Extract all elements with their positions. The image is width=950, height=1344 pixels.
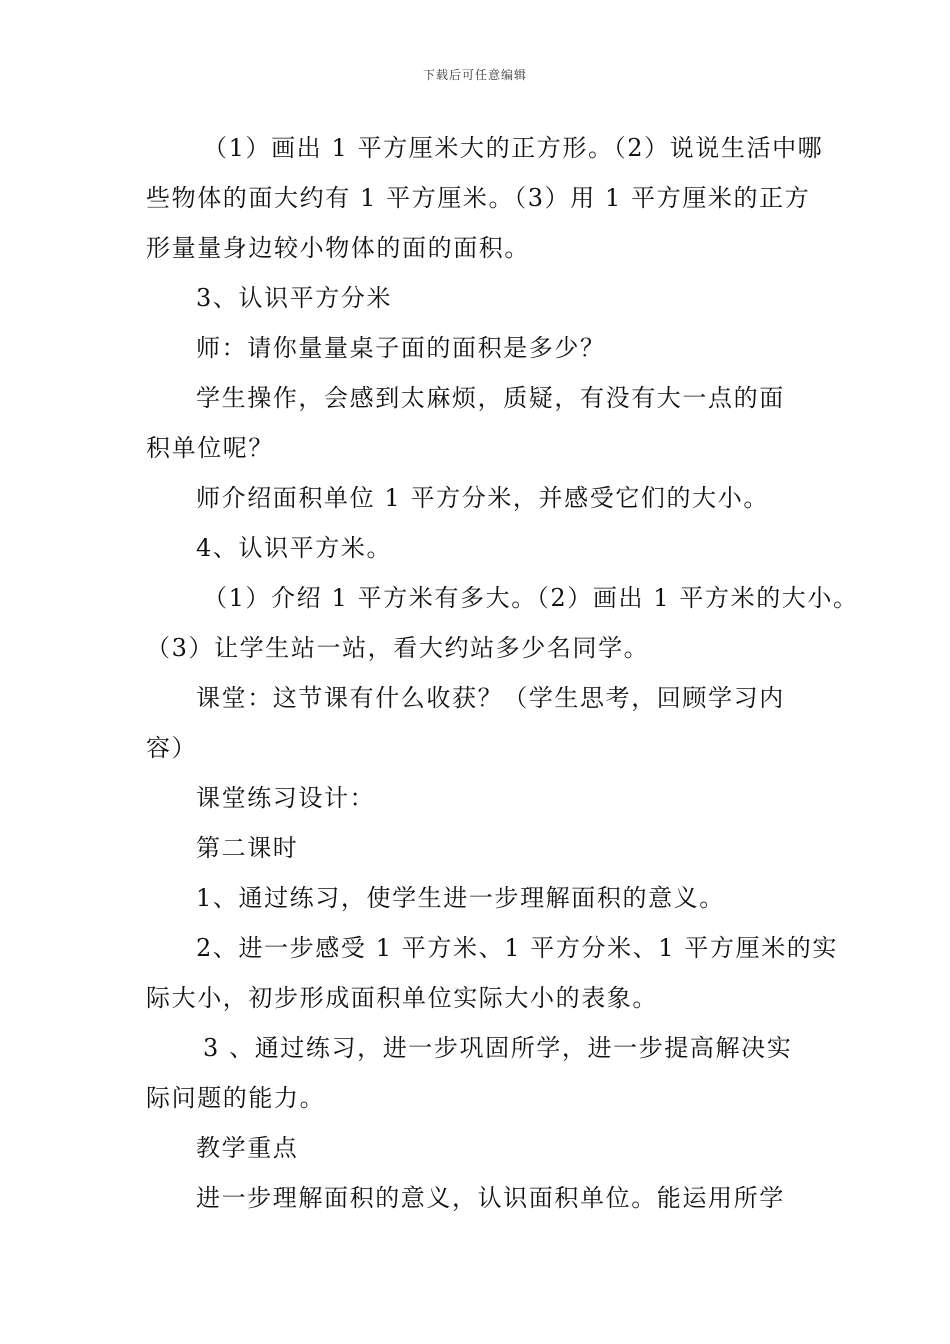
text-line: 3 、通过练习，进一步巩固所学，进一步提高解决实 xyxy=(203,1034,793,1062)
text-line: 际大小，初步形成面积单位实际大小的表象。 xyxy=(146,984,658,1012)
text-line: 际问题的能力。 xyxy=(146,1084,326,1112)
text-line: 课堂练习设计： xyxy=(196,784,376,812)
text-line: （1）介绍 1 平方米有多大。（2）画出 1 平方米的大小。 xyxy=(203,584,859,612)
text-line: 学生操作，会感到太麻烦，质疑，有没有大一点的面 xyxy=(196,384,785,412)
text-line: 容） xyxy=(146,734,198,762)
text-line: （1）画出 1 平方厘米大的正方形。（2）说说生活中哪 xyxy=(203,134,824,162)
text-line: 1、通过练习，使学生进一步理解面积的意义。 xyxy=(196,884,725,912)
text-line: 课堂：这节课有什么收获？（学生思考，回顾学习内 xyxy=(196,684,785,712)
text-line: 师介绍面积单位 1 平方分米，并感受它们的大小。 xyxy=(196,484,769,512)
text-line: 些物体的面大约有 1 平方厘米。（3）用 1 平方厘米的正方 xyxy=(146,184,811,212)
text-line: 4、认识平方米。 xyxy=(196,534,393,562)
text-line: 师：请你量量桌子面的面积是多少？ xyxy=(196,334,606,362)
text-line: 第二课时 xyxy=(196,834,299,862)
text-line: 积单位呢？ xyxy=(146,434,274,462)
text-line: 3、认识平方分米 xyxy=(196,284,393,312)
text-line: （3）让学生站一站，看大约站多少名同学。 xyxy=(146,634,650,662)
page-header: 下载后可任意编辑 xyxy=(422,68,527,82)
text-line: 2、进一步感受 1 平方米、1 平方分米、1 平方厘米的实 xyxy=(196,934,838,962)
text-line: 进一步理解面积的意义，认识面积单位。能运用所学 xyxy=(196,1184,785,1212)
text-line: 形量量身边较小物体的面的面积。 xyxy=(146,234,530,262)
text-line: 教学重点 xyxy=(196,1134,299,1162)
